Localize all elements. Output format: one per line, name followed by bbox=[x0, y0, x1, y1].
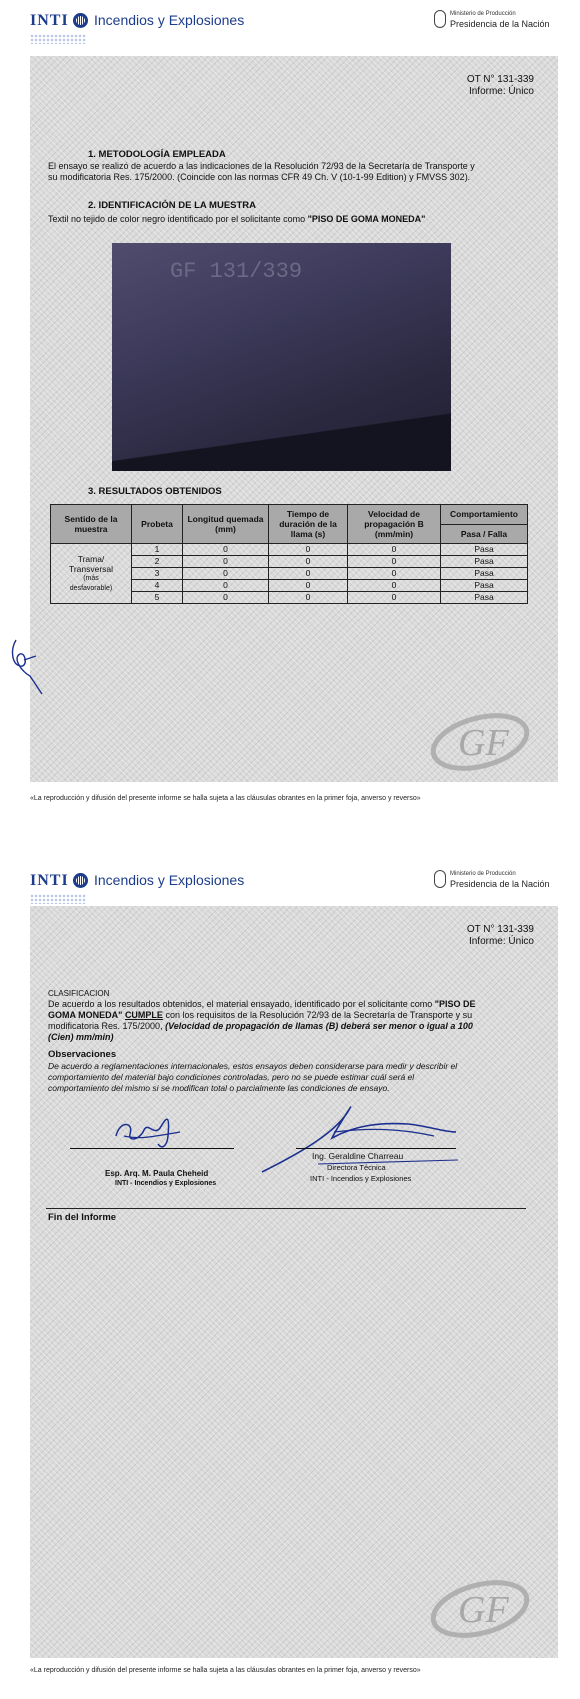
end-of-report: Fin del Informe bbox=[48, 1212, 117, 1223]
probeta-cell: 2 bbox=[132, 556, 183, 568]
decorative-dots bbox=[30, 894, 86, 904]
inti-emblem-icon bbox=[73, 13, 88, 28]
header-tiempo: Tiempo de duración de la llama (s) bbox=[269, 505, 348, 544]
classification-title: CLASIFICACION bbox=[48, 989, 110, 998]
velocidad-cell: 0 bbox=[348, 544, 441, 556]
national-shield-icon bbox=[434, 870, 446, 888]
informe-type: Informe: Único bbox=[468, 86, 534, 97]
observations-title: Observaciones bbox=[48, 1049, 117, 1060]
ot-number: OT N° 131-339 bbox=[466, 74, 534, 85]
probeta-cell: 3 bbox=[132, 568, 183, 580]
classification-line2 bbox=[48, 1010, 472, 1021]
informe-type: Informe: Único bbox=[468, 936, 534, 947]
initials-signature-icon bbox=[6, 630, 52, 700]
sample-photo bbox=[112, 243, 451, 471]
classification-text: modificatoria Res. 175/2000, bbox=[48, 1021, 166, 1031]
national-shield-icon bbox=[434, 10, 446, 28]
section-1-title: 1. METODOLOGÍA EMPLEADA bbox=[88, 149, 226, 160]
classification-line1 bbox=[48, 999, 476, 1010]
sample-edge bbox=[112, 413, 451, 471]
header-comportamiento: Comportamiento bbox=[441, 505, 528, 525]
report-page-2 bbox=[0, 862, 580, 1699]
ministry-small: Ministerio de Producción bbox=[450, 871, 516, 877]
security-paper bbox=[30, 56, 558, 782]
signatory-1-name: Esp. Arq. M. Paula Cheheid bbox=[105, 1169, 209, 1178]
tiempo-cell: 0 bbox=[269, 580, 348, 592]
tiempo-cell: 0 bbox=[269, 568, 348, 580]
requirement-text: (Velocidad de propagación de llamas (B) deberá ser menor o igual a 100 bbox=[165, 1021, 473, 1031]
signature-1-line bbox=[70, 1148, 234, 1149]
signatory-2-name: Ing. Geraldine Charreau bbox=[312, 1151, 404, 1161]
sentido-line: Trama/ bbox=[77, 553, 105, 564]
sentido-line: Transversal bbox=[68, 563, 114, 574]
tiempo-cell: 0 bbox=[269, 544, 348, 556]
footer-note: «La reproducción y difusión del presente informe se halla sujeta a las cláusulas obrantes en la primer foja, anverso y reverso» bbox=[30, 795, 421, 802]
section-2-text bbox=[48, 214, 425, 225]
section-1-text-line2: su modificatoria Res. 175/2000. (Coincide con las normas CFR 49 Ch. V (10-1-99 Edition) y FMVSS 302). bbox=[48, 172, 471, 182]
report-page-1 bbox=[0, 0, 580, 820]
letterhead bbox=[30, 870, 558, 900]
header-probeta: Probeta bbox=[132, 505, 183, 544]
probeta-cell: 4 bbox=[132, 580, 183, 592]
ministry-name: Presidencia de la Nación bbox=[450, 879, 550, 889]
signatory-1-org: INTI - Incendios y Explosiones bbox=[115, 1180, 217, 1187]
ministry-name: Presidencia de la Nación bbox=[450, 19, 550, 29]
velocidad-cell: 0 bbox=[348, 580, 441, 592]
department-name: Incendios y Explosiones bbox=[94, 872, 245, 888]
header-sentido: Sentido de la muestra bbox=[51, 505, 132, 544]
sentido-line: desfavorable) bbox=[69, 584, 113, 592]
tiempo-cell: 0 bbox=[269, 592, 348, 604]
header-velocidad: Velocidad de propagación B (mm/min) bbox=[348, 505, 441, 544]
resultado-cell: Pasa bbox=[441, 568, 528, 580]
signatory-2-role: Directora Técnica bbox=[327, 1163, 386, 1172]
longitud-cell: 0 bbox=[183, 580, 269, 592]
signature-1-icon bbox=[110, 1106, 190, 1154]
probeta-cell: 1 bbox=[132, 544, 183, 556]
gf-watermark-icon bbox=[428, 1578, 532, 1640]
footer-note: «La reproducción y difusión del presente informe se halla sujeta a las cláusulas obrantes en la primer foja, anverso y reverso» bbox=[30, 1667, 421, 1674]
classification-line3 bbox=[48, 1021, 473, 1032]
longitud-cell: 0 bbox=[183, 568, 269, 580]
cumple-verdict: CUMPLE bbox=[124, 1010, 163, 1020]
observations-line3: comportamiento del mismo si se modifican total o parcialmente las condiciones de ensayo. bbox=[48, 1083, 390, 1093]
inti-emblem-icon bbox=[73, 873, 88, 888]
classification-line4: (Cien) mm/min) bbox=[48, 1032, 114, 1042]
end-divider bbox=[46, 1208, 526, 1209]
section-1-text-line1: El ensayo se realizó de acuerdo a las indicaciones de la Resolución 72/93 de la Secretaría de Transporte y bbox=[48, 161, 475, 171]
velocidad-cell: 0 bbox=[348, 568, 441, 580]
gf-watermark-icon bbox=[428, 711, 532, 773]
sentido-line: (más bbox=[83, 574, 99, 582]
resultado-cell: Pasa bbox=[441, 592, 528, 604]
sample-description: Textil no tejido de color negro identificado por el solicitante como bbox=[48, 214, 308, 224]
section-3-title: 3. RESULTADOS OBTENIDOS bbox=[88, 486, 222, 497]
resultado-cell: Pasa bbox=[441, 544, 528, 556]
observations-line1: De acuerdo a reglamentaciones internacionales, estos ensayos deben considerarse para medir y describir el bbox=[48, 1061, 458, 1071]
inti-logo: INTI bbox=[30, 12, 69, 29]
product-name: "PISO DE bbox=[434, 999, 476, 1009]
department-name: Incendios y Explosiones bbox=[94, 12, 245, 28]
header-longitud: Longitud quemada (mm) bbox=[183, 505, 269, 544]
longitud-cell: 0 bbox=[183, 592, 269, 604]
velocidad-cell: 0 bbox=[348, 556, 441, 568]
classification-text: con los requisitos de la Resolución 72/93 de la Secretaría de Transporte y su bbox=[162, 1010, 473, 1020]
ot-number: OT N° 131-339 bbox=[466, 924, 534, 935]
resultado-cell: Pasa bbox=[441, 580, 528, 592]
header-pasa-falla: Pasa / Falla bbox=[441, 524, 528, 544]
sentido-cell bbox=[51, 544, 132, 604]
tiempo-cell: 0 bbox=[269, 556, 348, 568]
product-name: "PISO DE GOMA MONEDA" bbox=[307, 214, 426, 224]
resultado-cell: Pasa bbox=[441, 556, 528, 568]
security-paper bbox=[30, 906, 558, 1658]
longitud-cell: 0 bbox=[183, 544, 269, 556]
signature-2-line bbox=[296, 1148, 456, 1149]
svg-text:GF: GF bbox=[458, 722, 509, 764]
svg-text:GF: GF bbox=[458, 1589, 509, 1631]
ministry-small: Ministerio de Producción bbox=[450, 11, 516, 17]
longitud-cell: 0 bbox=[183, 556, 269, 568]
signatory-2-org: INTI - Incendios y Explosiones bbox=[310, 1174, 412, 1183]
sample-tag: GF 131/339 bbox=[170, 259, 303, 284]
table-row bbox=[51, 544, 528, 556]
letterhead bbox=[30, 10, 558, 40]
product-name: GOMA MONEDA" bbox=[48, 1010, 125, 1020]
decorative-dots bbox=[30, 34, 86, 44]
observations-line2: comportamiento del material bajo condiciones controladas, pero no se puede estimar cuál será el bbox=[48, 1072, 415, 1082]
velocidad-cell: 0 bbox=[348, 592, 441, 604]
results-table bbox=[50, 504, 528, 604]
section-2-title: 2. IDENTIFICACIÓN DE LA MUESTRA bbox=[88, 200, 257, 211]
inti-logo: INTI bbox=[30, 872, 69, 889]
classification-text: De acuerdo a los resultados obtenidos, el material ensayado, identificado por el solicitante como bbox=[48, 999, 435, 1009]
probeta-cell: 5 bbox=[132, 592, 183, 604]
